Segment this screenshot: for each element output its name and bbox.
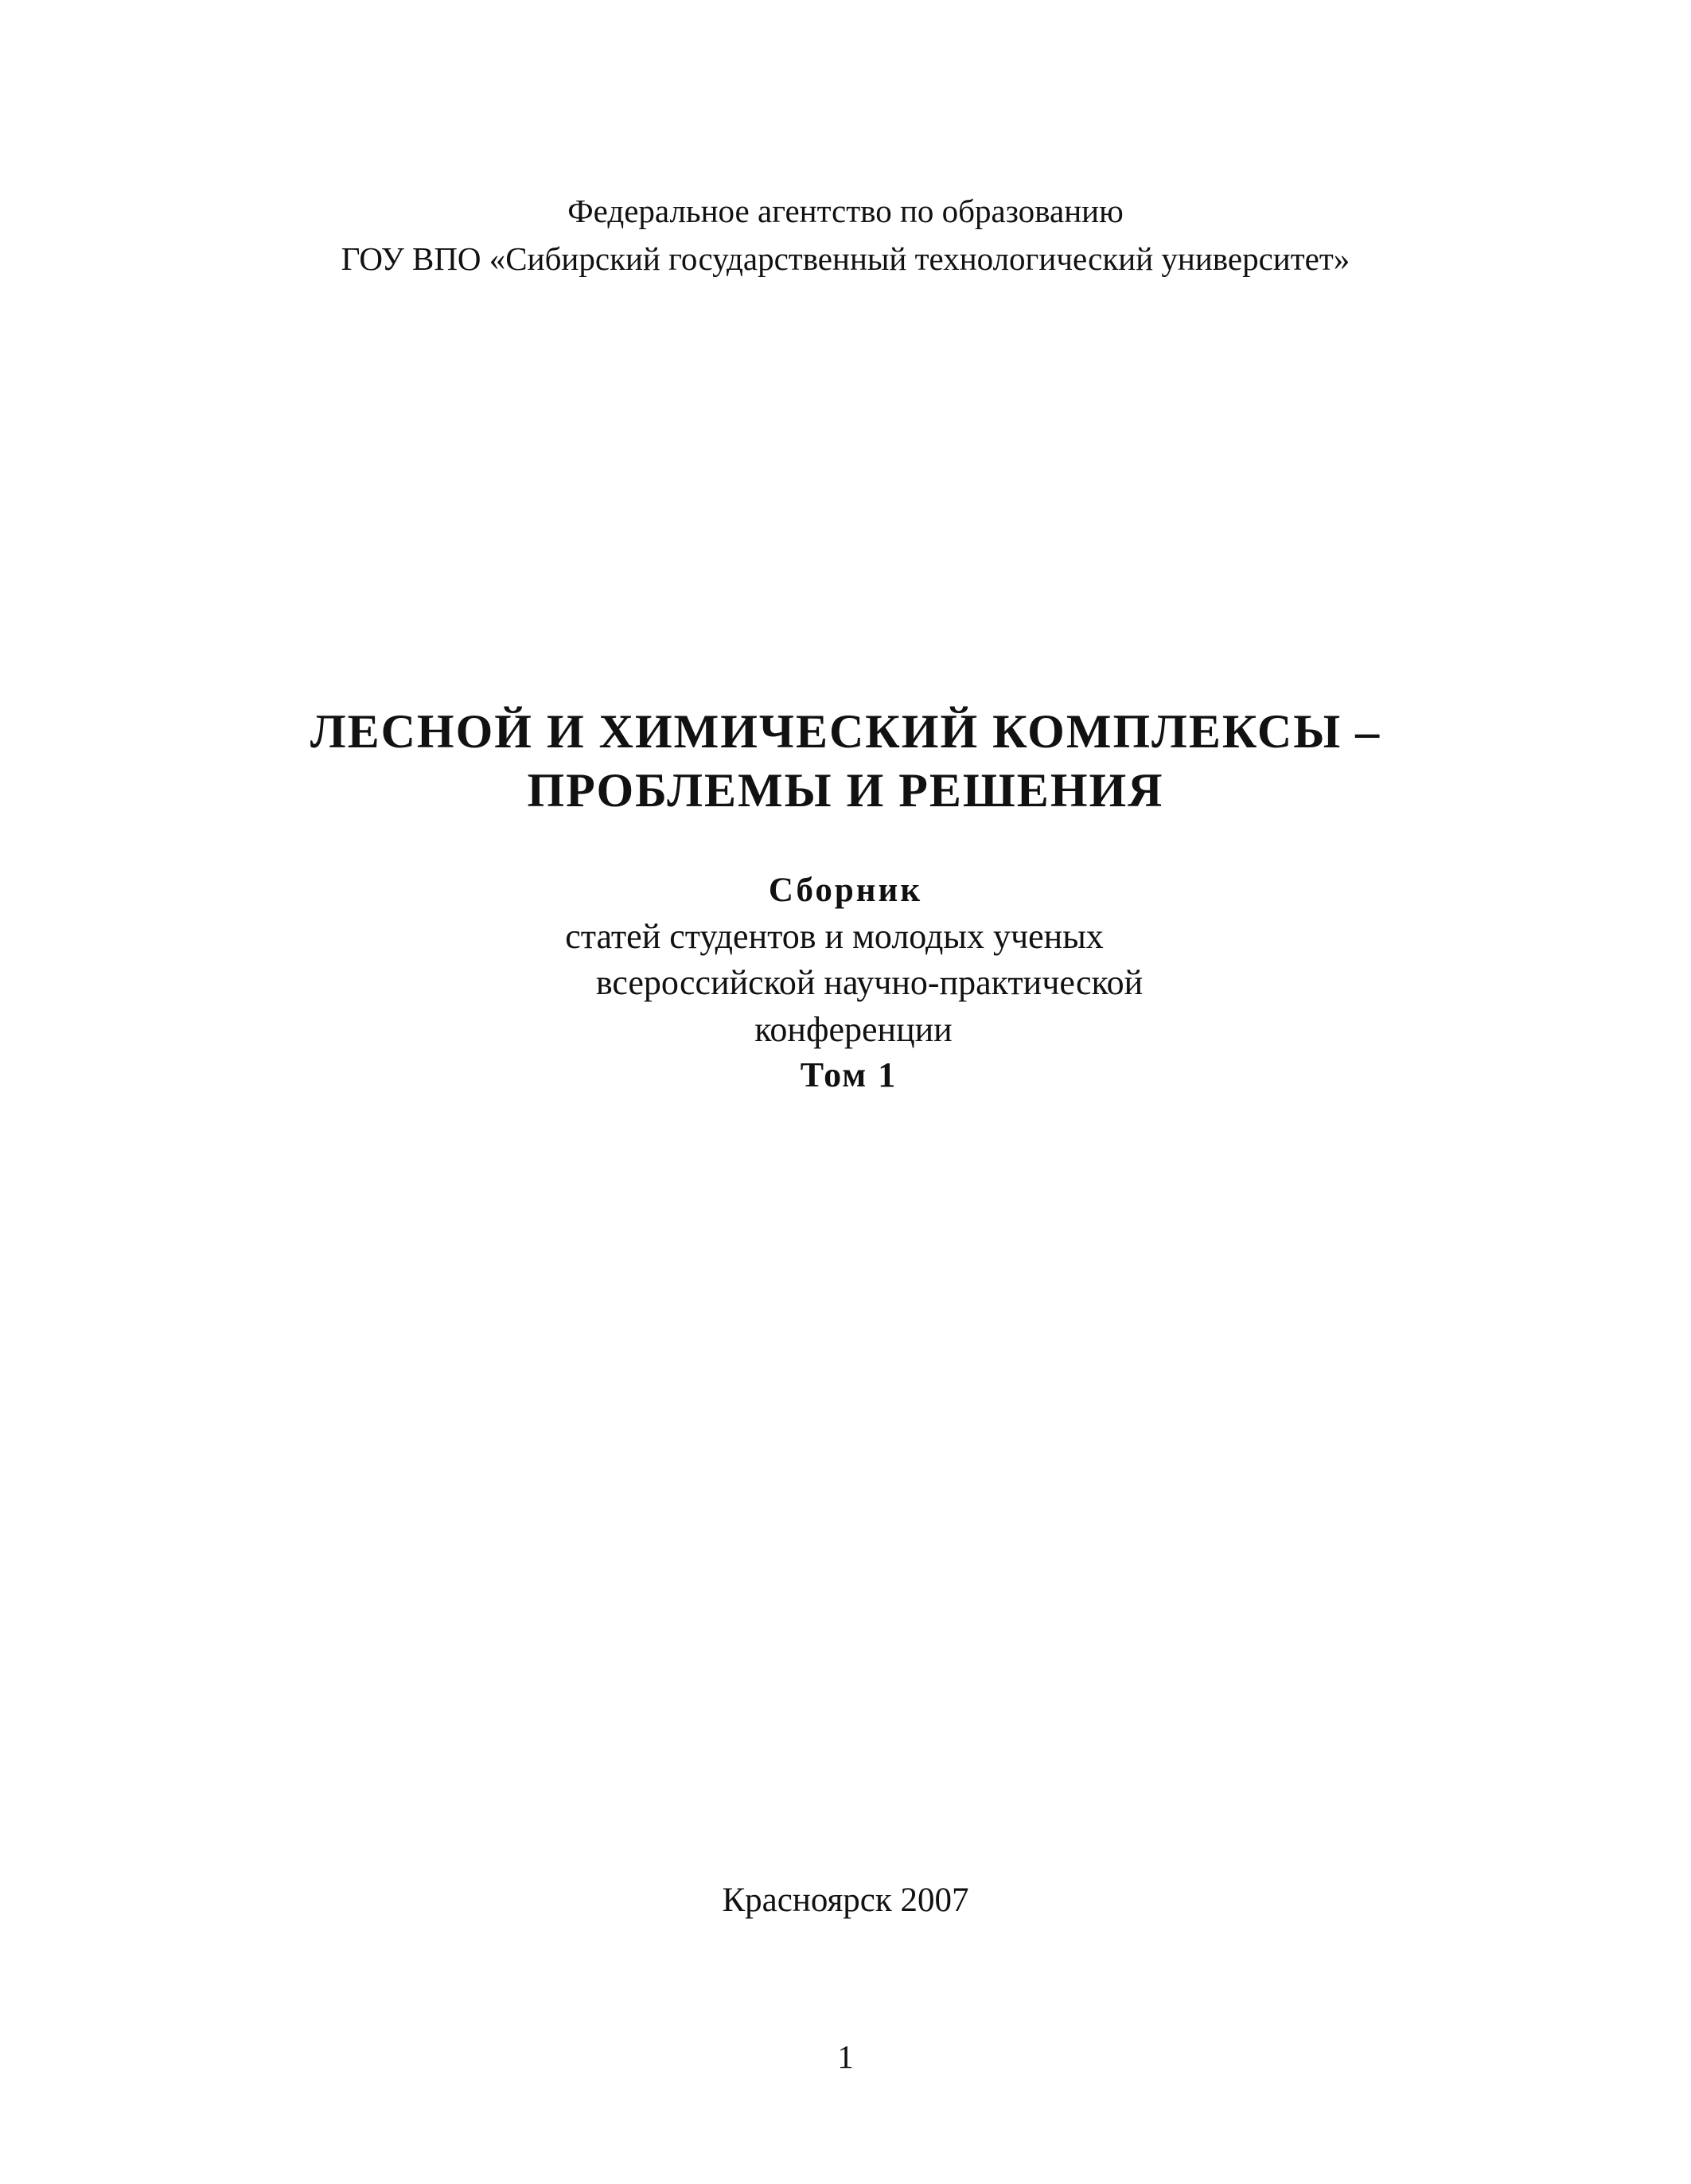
volume-label: Том 1	[800, 1055, 898, 1094]
title-line-1: ЛЕСНОЙ И ХИМИЧЕСКИЙ КОМПЛЕКСЫ –	[310, 705, 1381, 758]
subtitle-line-3: конференции	[754, 1010, 953, 1049]
collection-label: Сборник	[768, 872, 923, 909]
agency-name: Федеральное агентство по образованию	[567, 193, 1124, 229]
subtitle-line-2: всероссийской научно-практической	[595, 963, 1144, 1002]
subtitle-line-1: статей студентов и молодых ученых	[565, 917, 1104, 956]
city-year: Красноярск 2007	[722, 1882, 969, 1919]
university-name: ГОУ ВПО «Сибирский государственный технологический университет»	[341, 240, 1350, 277]
page-number: 1	[837, 2038, 854, 2075]
title-line-2: ПРОБЛЕМЫ И РЕШЕНИЯ	[527, 764, 1164, 817]
